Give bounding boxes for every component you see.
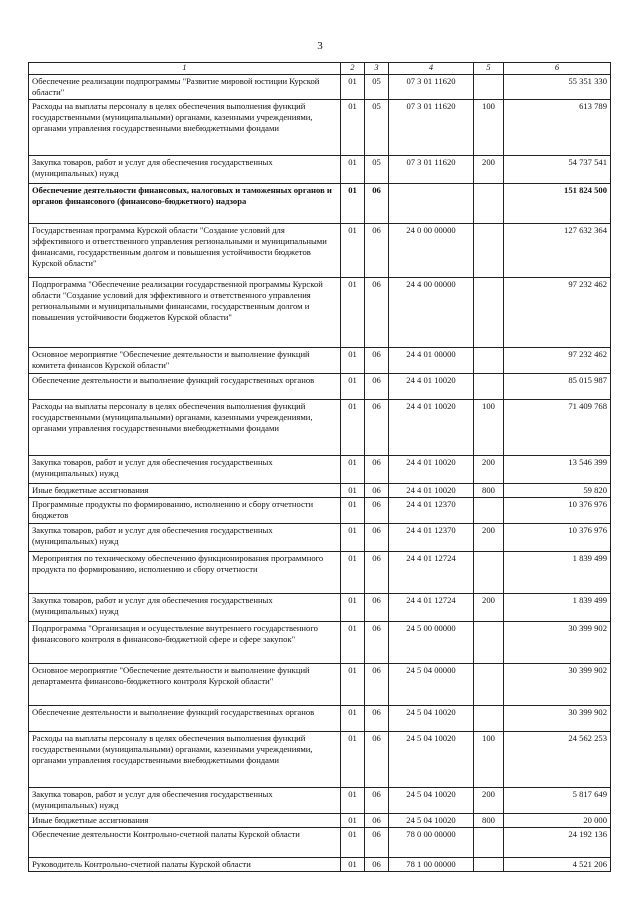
cell-section: 01 — [341, 155, 365, 183]
table-row — [29, 551, 611, 593]
cell-subsection: 06 — [365, 455, 389, 483]
cell-section: 01 — [341, 74, 365, 99]
cell-subsection: 06 — [365, 277, 389, 347]
cell-subsection: 06 — [365, 731, 389, 787]
table-row — [29, 223, 611, 277]
cell-name: Иные бюджетные ассигнования — [29, 483, 341, 497]
table-row — [29, 99, 611, 155]
cell-target-article: 24 4 00 00000 — [389, 277, 474, 347]
cell-section: 01 — [341, 593, 365, 621]
cell-section: 01 — [341, 787, 365, 813]
cell-section: 01 — [341, 621, 365, 663]
table-row — [29, 593, 611, 621]
cell-name: Подпрограмма "Организация и осуществление внутреннего государственного финансового контроля в финансово-бюджетной сфере и сфере закупок" — [29, 621, 341, 663]
cell-amount: 85 015 987 — [504, 373, 611, 399]
table-row — [29, 347, 611, 373]
table-row — [29, 857, 611, 871]
cell-section: 01 — [341, 347, 365, 373]
cell-target-article: 24 4 01 12724 — [389, 593, 474, 621]
table-row — [29, 813, 611, 827]
cell-subsection: 06 — [365, 663, 389, 705]
cell-subsection: 06 — [365, 551, 389, 593]
cell-subsection: 06 — [365, 621, 389, 663]
cell-target-article: 07 3 01 11620 — [389, 99, 474, 155]
cell-amount: 10 376 976 — [504, 523, 611, 551]
cell-amount: 1 839 499 — [504, 593, 611, 621]
cell-name: Обеспечение деятельности финансовых, налоговых и таможенных органов и органов финансового (финансово-бюджетного) надзора — [29, 183, 341, 223]
cell-subsection: 06 — [365, 593, 389, 621]
header-amount: 6 — [504, 63, 611, 75]
table-row — [29, 399, 611, 455]
cell-amount: 5 817 649 — [504, 787, 611, 813]
cell-target-article: 24 4 01 00000 — [389, 347, 474, 373]
cell-name: Обеспечение деятельности и выполнение функций государственных органов — [29, 705, 341, 731]
table-row — [29, 373, 611, 399]
cell-target-article: 24 4 01 12724 — [389, 551, 474, 593]
table-row — [29, 483, 611, 497]
cell-amount: 30 399 902 — [504, 705, 611, 731]
cell-section: 01 — [341, 705, 365, 731]
cell-name: Закупка товаров, работ и услуг для обеспечения государственных (муниципальных) нужд — [29, 155, 341, 183]
cell-amount: 613 789 — [504, 99, 611, 155]
cell-amount: 30 399 902 — [504, 621, 611, 663]
cell-subsection: 06 — [365, 183, 389, 223]
cell-name: Программные продукты по формированию, исполнению и сбору отчетности бюджетов — [29, 497, 341, 523]
cell-target-article: 07 3 01 11620 — [389, 74, 474, 99]
table-row — [29, 827, 611, 857]
cell-amount: 127 632 364 — [504, 223, 611, 277]
cell-target-article: 24 4 01 10020 — [389, 399, 474, 455]
cell-target-article: 24 4 01 10020 — [389, 483, 474, 497]
cell-expense-type: 200 — [474, 455, 504, 483]
cell-name: Мероприятия по техническому обеспечению функционирования программного продукта по формированию, исполнению и сбору отчетности — [29, 551, 341, 593]
cell-subsection: 06 — [365, 857, 389, 871]
cell-target-article: 78 1 00 00000 — [389, 857, 474, 871]
cell-subsection: 06 — [365, 347, 389, 373]
cell-amount: 97 232 462 — [504, 347, 611, 373]
table-row — [29, 455, 611, 483]
cell-amount: 20 000 — [504, 813, 611, 827]
cell-target-article: 24 4 01 12370 — [389, 497, 474, 523]
cell-subsection: 06 — [365, 497, 389, 523]
table-row — [29, 277, 611, 347]
cell-subsection: 05 — [365, 155, 389, 183]
cell-subsection: 06 — [365, 523, 389, 551]
cell-section: 01 — [341, 455, 365, 483]
cell-subsection: 06 — [365, 483, 389, 497]
cell-expense-type — [474, 277, 504, 347]
budget-table — [28, 62, 611, 872]
cell-expense-type: 100 — [474, 731, 504, 787]
cell-section: 01 — [341, 277, 365, 347]
table-row — [29, 74, 611, 99]
cell-section: 01 — [341, 483, 365, 497]
cell-name: Иные бюджетные ассигнования — [29, 813, 341, 827]
cell-subsection: 05 — [365, 74, 389, 99]
cell-expense-type: 200 — [474, 155, 504, 183]
cell-name: Расходы на выплаты персоналу в целях обеспечения выполнения функций государственными (муниципальными) органами, казенными учреждениями, органами управления государственными внебюджетными фондами — [29, 731, 341, 787]
cell-amount: 59 820 — [504, 483, 611, 497]
table-row — [29, 621, 611, 663]
cell-section: 01 — [341, 223, 365, 277]
cell-section: 01 — [341, 731, 365, 787]
cell-expense-type: 800 — [474, 483, 504, 497]
cell-name: Закупка товаров, работ и услуг для обеспечения государственных (муниципальных) нужд — [29, 787, 341, 813]
cell-section: 01 — [341, 663, 365, 705]
cell-expense-type — [474, 74, 504, 99]
cell-subsection: 06 — [365, 223, 389, 277]
table-row — [29, 731, 611, 787]
cell-section: 01 — [341, 827, 365, 857]
cell-section: 01 — [341, 813, 365, 827]
table-row — [29, 155, 611, 183]
cell-expense-type — [474, 621, 504, 663]
page-number: 3 — [317, 40, 323, 52]
cell-name: Государственная программа Курской области "Создание условий для эффективного и ответственного управления региональными и муниципальными финансами, государственным долгом и повышения устойчивости бюджетов Курской области" — [29, 223, 341, 277]
cell-expense-type — [474, 347, 504, 373]
cell-target-article: 24 4 01 10020 — [389, 373, 474, 399]
cell-name: Подпрограмма "Обеспечение реализации государственной программы Курской области "Создание условий для эффективного и ответственного управления региональными и муниципальными финансами, государственным долгом и повышения устойчивости бюджетов Курской области" — [29, 277, 341, 347]
cell-section: 01 — [341, 399, 365, 455]
cell-name: Основное мероприятие "Обеспечение деятельности и выполнение функций департамента финансово-бюджетного контроля Курской области" — [29, 663, 341, 705]
cell-target-article: 24 4 01 10020 — [389, 455, 474, 483]
cell-amount: 4 521 206 — [504, 857, 611, 871]
header-name: 1 — [29, 63, 341, 75]
cell-section: 01 — [341, 857, 365, 871]
cell-subsection: 05 — [365, 99, 389, 155]
cell-expense-type: 800 — [474, 813, 504, 827]
cell-name: Обеспечение реализации подпрограммы "Развитие мировой юстиции Курской области" — [29, 74, 341, 99]
cell-amount: 55 351 330 — [504, 74, 611, 99]
cell-name: Закупка товаров, работ и услуг для обеспечения государственных (муниципальных) нужд — [29, 455, 341, 483]
cell-subsection: 06 — [365, 827, 389, 857]
cell-expense-type — [474, 497, 504, 523]
cell-expense-type — [474, 551, 504, 593]
cell-subsection: 06 — [365, 705, 389, 731]
cell-subsection: 06 — [365, 787, 389, 813]
header-subsection: 3 — [365, 63, 389, 75]
cell-name: Обеспечение деятельности Контрольно-счетной палаты Курской области — [29, 827, 341, 857]
cell-target-article: 24 5 04 10020 — [389, 731, 474, 787]
cell-expense-type: 200 — [474, 593, 504, 621]
cell-expense-type — [474, 663, 504, 705]
table-body — [29, 74, 611, 871]
cell-subsection: 06 — [365, 373, 389, 399]
cell-subsection: 06 — [365, 813, 389, 827]
cell-expense-type — [474, 183, 504, 223]
header-section: 2 — [341, 63, 365, 75]
cell-amount: 1 839 499 — [504, 551, 611, 593]
table-row — [29, 523, 611, 551]
cell-target-article: 24 0 00 00000 — [389, 223, 474, 277]
cell-expense-type — [474, 705, 504, 731]
cell-name: Обеспечение деятельности и выполнение функций государственных органов — [29, 373, 341, 399]
cell-target-article — [389, 183, 474, 223]
cell-amount: 97 232 462 — [504, 277, 611, 347]
cell-expense-type: 100 — [474, 399, 504, 455]
cell-name: Закупка товаров, работ и услуг для обеспечения государственных (муниципальных) нужд — [29, 523, 341, 551]
header-expense-type: 5 — [474, 63, 504, 75]
cell-expense-type — [474, 827, 504, 857]
cell-name: Расходы на выплаты персоналу в целях обеспечения выполнения функций государственными (муниципальными) органами, казенными учреждениями, органами управления государственными внебюджетными фондами — [29, 99, 341, 155]
cell-expense-type — [474, 223, 504, 277]
cell-amount: 24 192 136 — [504, 827, 611, 857]
cell-target-article: 24 4 01 12370 — [389, 523, 474, 551]
cell-subsection: 06 — [365, 399, 389, 455]
cell-amount: 13 546 399 — [504, 455, 611, 483]
cell-target-article: 78 0 00 00000 — [389, 827, 474, 857]
table-row — [29, 705, 611, 731]
cell-section: 01 — [341, 551, 365, 593]
column-number-row — [29, 63, 611, 75]
header-target-article: 4 — [389, 63, 474, 75]
cell-amount: 24 562 253 — [504, 731, 611, 787]
cell-target-article: 24 5 04 10020 — [389, 813, 474, 827]
table-row — [29, 787, 611, 813]
cell-section: 01 — [341, 373, 365, 399]
cell-amount: 71 409 768 — [504, 399, 611, 455]
cell-expense-type: 200 — [474, 787, 504, 813]
cell-section: 01 — [341, 183, 365, 223]
cell-amount: 30 399 902 — [504, 663, 611, 705]
cell-name: Руководитель Контрольно-счетной палаты Курской области — [29, 857, 341, 871]
cell-expense-type: 100 — [474, 99, 504, 155]
cell-amount: 151 824 500 — [504, 183, 611, 223]
cell-target-article: 24 5 04 10020 — [389, 705, 474, 731]
cell-target-article: 24 5 00 00000 — [389, 621, 474, 663]
table-row — [29, 663, 611, 705]
cell-amount: 10 376 976 — [504, 497, 611, 523]
cell-expense-type — [474, 373, 504, 399]
cell-target-article: 24 5 04 10020 — [389, 787, 474, 813]
cell-section: 01 — [341, 99, 365, 155]
cell-expense-type — [474, 857, 504, 871]
table-row — [29, 497, 611, 523]
cell-section: 01 — [341, 497, 365, 523]
table-row — [29, 183, 611, 223]
cell-expense-type: 200 — [474, 523, 504, 551]
cell-target-article: 07 3 01 11620 — [389, 155, 474, 183]
cell-section: 01 — [341, 523, 365, 551]
cell-name: Основное мероприятие "Обеспечение деятельности и выполнение функций комитета финансов Курской области" — [29, 347, 341, 373]
cell-name: Закупка товаров, работ и услуг для обеспечения государственных (муниципальных) нужд — [29, 593, 341, 621]
cell-amount: 54 737 541 — [504, 155, 611, 183]
cell-target-article: 24 5 04 00000 — [389, 663, 474, 705]
cell-name: Расходы на выплаты персоналу в целях обеспечения выполнения функций государственными (муниципальными) органами, казенными учреждениями, органами управления государственными внебюджетными фондами — [29, 399, 341, 455]
